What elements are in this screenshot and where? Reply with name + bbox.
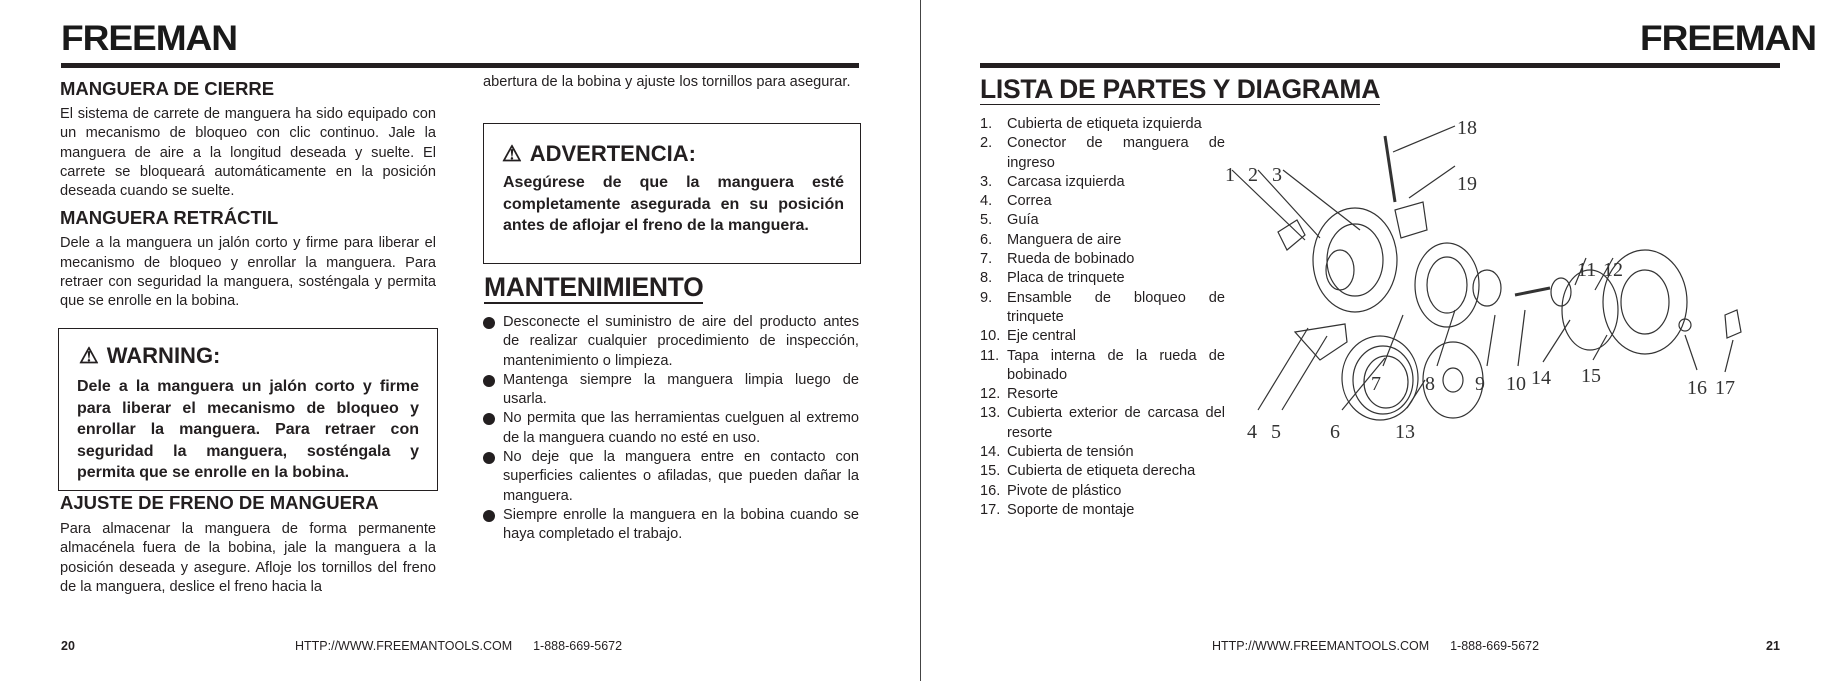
maintenance-item-text: Desconecte el suministro de aire del producto antes de realizar cualquier procedimiento de inspección, mantenimiento o limpieza. xyxy=(503,314,859,369)
left-column-1-bottom xyxy=(60,492,436,597)
part-number: 5. xyxy=(980,212,993,229)
diagram-callout-14: 14 xyxy=(1531,367,1551,389)
part-name: Correa xyxy=(1007,193,1052,210)
part-number: 15. xyxy=(980,463,1001,480)
parts-list-item xyxy=(980,501,1225,520)
parts-list-item xyxy=(980,231,1225,250)
paragraph-retract: Dele a la manguera un jalón corto y firme para liberar el mecanismo de bloqueo y enrollar la manguera. Para retraer con seguridad la manguera, sosténgala y permita que se enrolle en la bobina. xyxy=(60,235,436,310)
parts-list-item xyxy=(980,134,1225,173)
part-number: 12. xyxy=(980,386,1001,403)
warning-title xyxy=(79,343,220,369)
diagram-callout-10: 10 xyxy=(1506,373,1526,395)
parts-diagram xyxy=(1225,110,1785,510)
diagram-callout-9: 9 xyxy=(1475,373,1485,395)
maintenance-item-text: Siempre enrolle la manguera en la bobina cuando se haya completado el trabajo. xyxy=(503,506,859,543)
parts-list xyxy=(980,115,1225,520)
footer-url-left[interactable]: HTTP://WWW.FREEMANTOOLS.COM xyxy=(295,639,513,653)
part-number: 2. xyxy=(980,135,993,152)
part-name: Tapa interna de la rueda de bobinado xyxy=(1007,347,1225,383)
part-number: 1. xyxy=(980,116,993,132)
part-name: Placa de trinquete xyxy=(1007,270,1125,287)
footer-phone-left: 1-888-669-5672 xyxy=(533,639,623,653)
advertencia-box xyxy=(483,123,861,264)
part-name: Guía xyxy=(1007,212,1039,229)
bullet-dot-icon xyxy=(483,510,495,522)
maintenance-item-text: No deje que la manguera entre en contacto con superficies calientes o afiladas, que pueden dañar la manguera. xyxy=(503,449,859,504)
part-number: 14. xyxy=(980,444,1001,461)
warning-triangle-icon: ⚠ xyxy=(79,343,99,368)
paragraph-brake: Para almacenar la manguera de forma permanente almacénela fuera de la bobina, jale la manguera a la posición deseada y asegure. Afloje los tornillos del freno de la manguera, deslice el freno hacia la xyxy=(60,521,436,595)
header-rule-left xyxy=(61,63,859,68)
part-name: Conector de manguera de ingreso xyxy=(1007,135,1225,171)
parts-list-item xyxy=(980,211,1225,230)
warning-body: Dele a la manguera un jalón corto y firme para liberar el mecanismo de bloqueo y enrollar la manguera. Para retraer con seguridad la manguera, sosténgala y permita que se enrolle en la bobina. xyxy=(77,378,419,481)
footer-left xyxy=(295,639,622,653)
maintenance-item xyxy=(483,409,859,448)
parts-list-item xyxy=(980,347,1225,386)
part-name: Cubierta de etiqueta izquierda xyxy=(1007,116,1202,132)
part-name: Soporte de montaje xyxy=(1007,501,1135,518)
part-number: 4. xyxy=(980,193,993,210)
page-number-left: 20 xyxy=(61,639,75,653)
section-heading-brake: AJUSTE DE FRENO DE MANGUERA xyxy=(60,492,379,513)
brand-logo-text: FREEMAN xyxy=(61,19,238,58)
parts-list-item xyxy=(980,462,1225,481)
diagram-callout-6: 6 xyxy=(1330,421,1340,443)
brand-logo-right xyxy=(1640,19,1817,58)
advertencia-body: Asegúrese de que la manguera esté completamente asegurada en su posición antes de aflojar el freno de la manguera. xyxy=(503,174,844,234)
warning-box xyxy=(58,328,438,491)
diagram-callout-11: 11 xyxy=(1577,259,1597,281)
warning-title-text: WARNING: xyxy=(106,343,221,368)
section-heading-retract: MANGUERA RETRÁCTIL xyxy=(60,207,279,229)
paragraph-lock: El sistema de carrete de manguera ha sido equipado con un mecanismo de bloqueo con clic continuo. Jale la manguera de aire a la longitud deseada y suelte. El carrete se bloqueará automáticamente en la posición deseada cuando se suelte. xyxy=(60,106,436,200)
parts-list-item xyxy=(980,192,1225,211)
footer-url-right[interactable]: HTTP://WWW.FREEMANTOOLS.COM xyxy=(1212,639,1430,653)
part-name: Carcasa izquierda xyxy=(1007,173,1125,190)
maintenance-list xyxy=(483,313,859,545)
brand-logo-text: FREEMAN xyxy=(1640,19,1817,58)
part-name: Cubierta de tensión xyxy=(1007,444,1134,461)
diagram-callout-17: 17 xyxy=(1715,377,1735,399)
parts-list-item xyxy=(980,173,1225,192)
maintenance-item-text: No permita que las herramientas cuelguen al extremo de la manguera cuando no esté en uso. xyxy=(503,410,859,446)
diagram-callout-18: 18 xyxy=(1457,117,1477,139)
left-column-1 xyxy=(60,78,436,312)
parts-list-item xyxy=(980,327,1225,346)
part-number: 10. xyxy=(980,328,1001,345)
parts-title: LISTA DE PARTES Y DIAGRAMA xyxy=(980,74,1381,104)
maintenance-title: MANTENIMIENTO xyxy=(484,272,704,302)
parts-heading xyxy=(980,74,1380,105)
warning-triangle-icon: ⚠ xyxy=(502,141,522,166)
part-number: 3. xyxy=(980,173,993,190)
bullet-dot-icon xyxy=(483,452,495,464)
part-name: Rueda de bobinado xyxy=(1007,251,1135,268)
advertencia-title-text: ADVERTENCIA: xyxy=(529,141,696,166)
diagram-callout-8: 8 xyxy=(1425,373,1435,395)
parts-list-item xyxy=(980,482,1225,501)
part-name: Cubierta exterior de carcasa del resorte xyxy=(1007,405,1225,441)
diagram-callout-2: 2 xyxy=(1248,164,1258,186)
maintenance-item xyxy=(483,313,859,371)
diagram-numbers xyxy=(1225,117,1735,443)
parts-list-item xyxy=(980,250,1225,269)
diagram-callout-7: 7 xyxy=(1371,373,1381,395)
parts-list-item xyxy=(980,404,1225,443)
diagram-callout-16: 16 xyxy=(1687,377,1707,399)
left-column-2 xyxy=(483,73,859,92)
maintenance-item-text: Mantenga siempre la manguera limpia luego de usarla. xyxy=(503,371,859,408)
part-number: 16. xyxy=(980,482,1001,499)
diagram-callout-5: 5 xyxy=(1271,421,1281,443)
part-name: Pivote de plástico xyxy=(1007,482,1122,499)
advertencia-title xyxy=(502,141,696,167)
brand-logo-left xyxy=(61,19,238,58)
diagram-callout-19: 19 xyxy=(1457,173,1477,195)
maintenance-item xyxy=(483,448,859,506)
diagram-callout-15: 15 xyxy=(1581,365,1601,387)
page-divider xyxy=(920,0,921,681)
part-number: 13. xyxy=(980,405,1001,422)
parts-list-item xyxy=(980,443,1225,462)
part-number: 17. xyxy=(980,501,1001,518)
part-number: 8. xyxy=(980,270,993,287)
diagram-callout-1: 1 xyxy=(1225,164,1235,186)
maintenance-item xyxy=(483,371,859,410)
diagram-callout-12: 12 xyxy=(1603,259,1623,281)
maintenance-heading xyxy=(484,272,703,304)
section-heading-lock: MANGUERA DE CIERRE xyxy=(60,78,275,99)
header-rule-right xyxy=(980,63,1780,68)
part-name: Ensamble de bloqueo de trinquete xyxy=(1007,289,1225,325)
maintenance-item xyxy=(483,506,859,545)
footer-phone-right: 1-888-669-5672 xyxy=(1450,639,1540,653)
part-name: Eje central xyxy=(1007,328,1076,345)
part-name: Cubierta de etiqueta derecha xyxy=(1007,463,1196,480)
part-name: Resorte xyxy=(1007,386,1059,403)
part-number: 11. xyxy=(980,347,1000,364)
parts-list-item xyxy=(980,115,1225,134)
part-number: 9. xyxy=(980,289,993,306)
footer-right xyxy=(1212,639,1539,653)
parts-list-item xyxy=(980,289,1225,328)
bullet-dot-icon xyxy=(483,375,495,387)
diagram-lines xyxy=(1232,126,1741,420)
diagram-callout-3: 3 xyxy=(1272,164,1282,186)
part-name: Manguera de aire xyxy=(1007,231,1122,248)
diagram-callout-13: 13 xyxy=(1395,421,1415,443)
diagram-callout-4: 4 xyxy=(1247,421,1257,443)
bullet-dot-icon xyxy=(483,317,495,329)
part-number: 6. xyxy=(980,231,993,248)
parts-list-item xyxy=(980,385,1225,404)
bullet-dot-icon xyxy=(483,413,495,425)
page-number-right: 21 xyxy=(1766,639,1780,653)
part-number: 7. xyxy=(980,251,993,268)
parts-list-item xyxy=(980,269,1225,288)
paragraph-brake-cont: abertura de la bobina y ajuste los tornillos para asegurar. xyxy=(483,74,851,90)
